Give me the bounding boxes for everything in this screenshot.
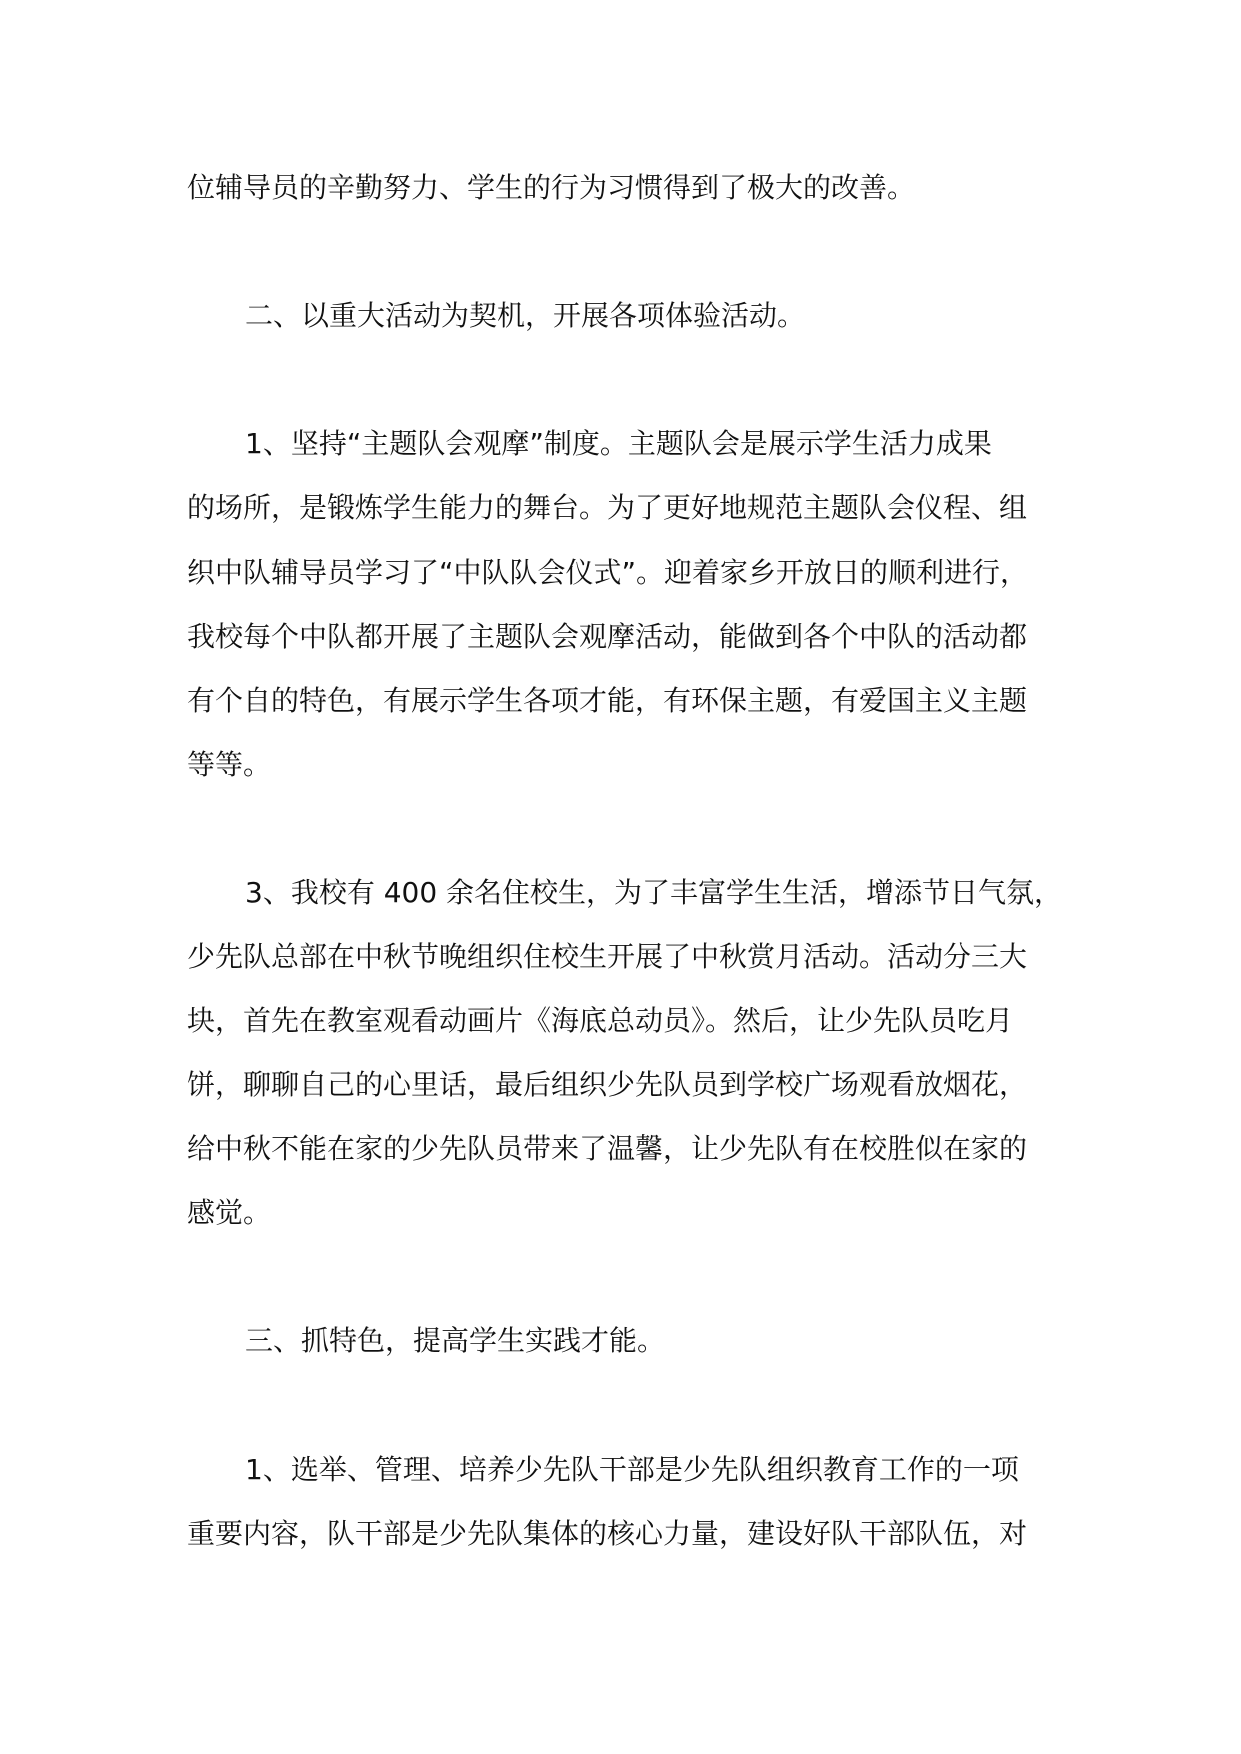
- section-heading: 二、以重大活动为契机，开展各项体验活动。: [245, 299, 806, 332]
- paragraph-line: 饼，聊聊自己的心里话，最后组织少先队员到学校广场观看放烟花，: [187, 1068, 1028, 1101]
- paragraph-line: 的场所，是锻炼学生能力的舞台。为了更好地规范主题队会仪程、组: [187, 491, 1028, 524]
- paragraph-line: 1、选举、管理、培养少先队干部是少先队组织教育工作的一项: [245, 1453, 1019, 1486]
- paragraph-line: 块，首先在教室观看动画片《海底总动员》。然后，让少先队员吃月: [187, 1004, 1014, 1037]
- paragraph-line: 给中秋不能在家的少先队员带来了温馨，让少先队有在校胜似在家的: [187, 1132, 1028, 1165]
- section-heading: 三、抓特色，提高学生实践才能。: [245, 1324, 666, 1357]
- paragraph-line: 织中队辅导员学习了“中队队会仪式”。迎着家乡开放日的顺利进行，: [187, 556, 1029, 589]
- paragraph-line: 等等。: [187, 748, 272, 781]
- paragraph-line: 重要内容，队干部是少先队集体的核心力量，建设好队干部队伍，对: [187, 1517, 1028, 1550]
- paragraph-line: 3、我校有 400 余名住校生，为了丰富学生生活，增添节日气氛，: [245, 876, 1063, 909]
- paragraph-line: 感觉。: [187, 1196, 272, 1229]
- paragraph-line: 少先队总部在中秋节晚组织住校生开展了中秋赏月活动。活动分三大: [187, 940, 1028, 973]
- paragraph-line: 位辅导员的辛勤努力、学生的行为习惯得到了极大的改善。: [187, 171, 916, 204]
- paragraph-line: 有个自的特色，有展示学生各项才能，有环保主题，有爱国主义主题: [187, 684, 1028, 717]
- paragraph-line: 1、坚持“主题队会观摩”制度。主题队会是展示学生活力成果: [245, 427, 992, 460]
- paragraph-line: 我校每个中队都开展了主题队会观摩活动，能做到各个中队的活动都: [187, 620, 1028, 653]
